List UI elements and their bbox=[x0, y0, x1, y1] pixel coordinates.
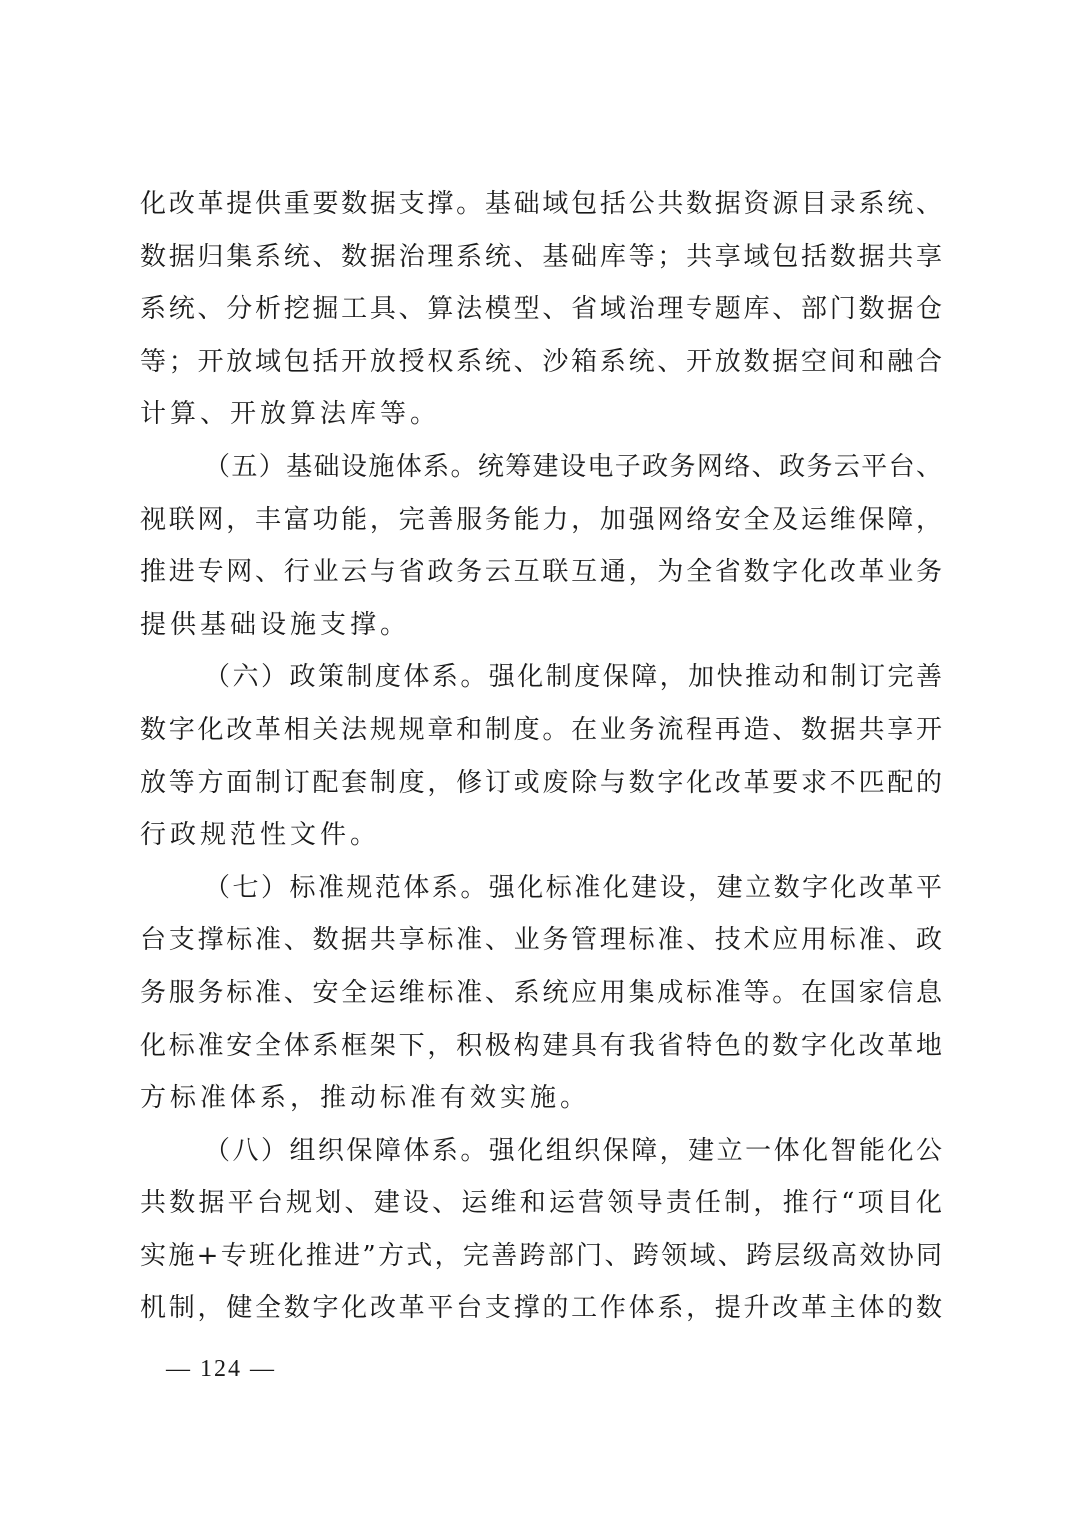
text-line: （七）标准规范体系。强化标准化建设，建立数字化改革平 bbox=[204, 872, 942, 903]
text-line: （五）基础设施体系。统筹建设电子政务网络、政务云平台、 bbox=[204, 451, 942, 482]
text-line: 系统、分析挖掘工具、算法模型、省域治理专题库、部门数据仓 bbox=[140, 294, 942, 325]
text-line: 化改革提供重要数据支撑。基础域包括公共数据资源目录系统、 bbox=[140, 189, 942, 219]
text-line: （八）组织保障体系。强化组织保障，建立一体化智能化公 bbox=[204, 1135, 942, 1166]
text-line: 行政规范性文件。 bbox=[140, 820, 381, 851]
text-line: 方标准体系，推动标准有效实施。 bbox=[140, 1083, 591, 1114]
page-number: — 124 — bbox=[166, 1356, 276, 1382]
text-line: 化标准安全体系框架下，积极构建具有我省特色的数字化改革地 bbox=[140, 1030, 942, 1061]
text-line: 数据归集系统、数据治理系统、基础库等；共享域包括数据共享 bbox=[140, 241, 942, 272]
text-line: 等；开放域包括开放授权系统、沙箱系统、开放数据空间和融合 bbox=[140, 346, 942, 377]
text-line: 务服务标准、安全运维标准、系统应用集成标准等。在国家信息 bbox=[140, 977, 942, 1008]
text-line: 数字化改革相关法规规章和制度。在业务流程再造、数据共享开 bbox=[140, 714, 942, 745]
text-line: 视联网，丰富功能，完善服务能力，加强网络安全及运维保障， bbox=[140, 504, 942, 535]
text-line: 放等方面制订配套制度，修订或废除与数字化改革要求不匹配的 bbox=[140, 767, 942, 798]
text-line: 共数据平台规划、建设、运维和运营领导责任制，推行“项目化 bbox=[140, 1188, 942, 1219]
text-line: 机制，健全数字化改革平台支撑的工作体系，提升改革主体的数 bbox=[140, 1293, 942, 1324]
text-line: 提供基础设施支撑。 bbox=[140, 609, 411, 640]
text-line: 推进专网、行业云与省政务云互联互通，为全省数字化改革业务 bbox=[140, 557, 942, 588]
text-line: 实施+专班化推进”方式，完善跨部门、跨领域、跨层级高效协同 bbox=[140, 1240, 942, 1271]
document-body bbox=[140, 184, 942, 1341]
text-line: 台支撑标准、数据共享标准、业务管理标准、技术应用标准、政 bbox=[140, 925, 942, 956]
text-line: （六）政策制度体系。强化制度保障，加快推动和制订完善 bbox=[204, 662, 942, 693]
text-line: 计算、开放算法库等。 bbox=[140, 399, 441, 430]
